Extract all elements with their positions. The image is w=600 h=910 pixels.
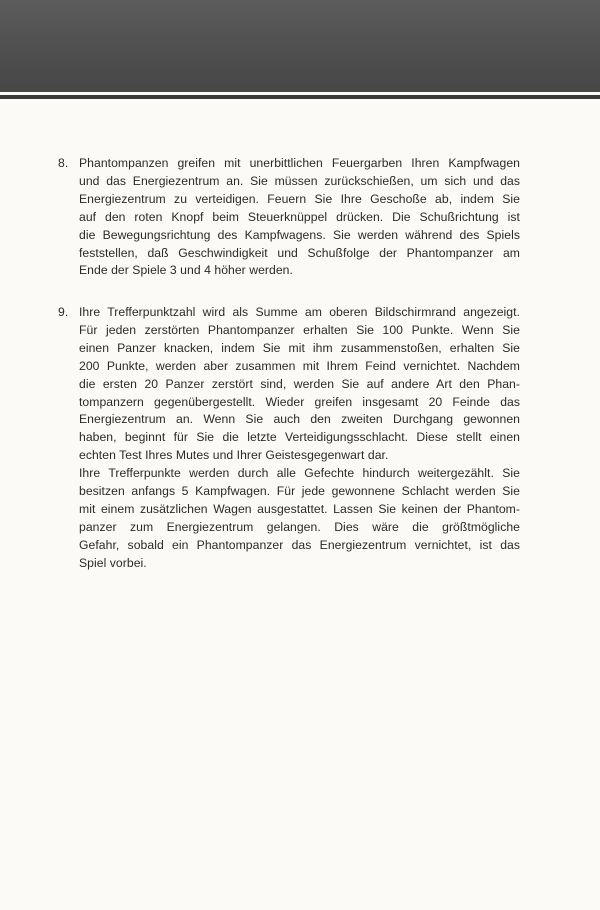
- text-line: einen Panzer knacken, indem Sie mit ihm zusammenstoßen, erhalten Sie: [79, 340, 520, 355]
- text-line: feststellen, daß Geschwindigkeit und Schußfolge der Phantompanzer am: [79, 245, 520, 260]
- text-line: panzer zum Energiezentrum gelangen. Dies wäre die größtmögliche: [79, 519, 520, 534]
- instruction-item-8: [58, 155, 520, 280]
- text-line: Ihre Trefferpunkte werden durch alle Gefechte hindurch weitergezählt. Sie: [79, 466, 520, 481]
- text-line: besitzen anfangs 5 Kampfwagen. Für jede gewonnene Schlacht werden Sie: [79, 484, 520, 499]
- item-number: 8.: [58, 156, 69, 170]
- text-line: auf den roten Knopf beim Steuerknüppel drücken. Die Schußrichtung ist: [79, 209, 520, 224]
- header-band: [0, 0, 600, 92]
- text-line: und das Energiezentrum an. Sie müssen zurückschießen, um sich und das: [79, 173, 520, 188]
- text-line: haben, beginnt für Sie die letzte Verteidigungsschlacht. Diese stellt einen: [79, 430, 520, 445]
- text-line: mit einem zusätzlichen Wagen ausgestattet. Lassen Sie keinen der Phantom-: [79, 501, 520, 516]
- text-line: die Bewegungsrichtung des Kampfwagens. Sie werden während des Spiels: [79, 227, 520, 242]
- text-line: Energiezentrum zu verteidigen. Feuern Sie Ihre Geschoße ab, indem Sie: [79, 191, 520, 206]
- text-line: Phantompanzen greifen mit unerbittlichen Feuergarben Ihren Kampfwagen: [79, 156, 520, 170]
- text-line: echten Test Ihres Mutes und Ihrer Geistesgegenwart dar.: [79, 448, 389, 463]
- header-rule: [0, 95, 600, 99]
- text-line: Für jeden zerstörten Phantompanzer erhalten Sie 100 Punkte. Wenn Sie: [79, 322, 520, 337]
- item-number: 9.: [58, 305, 69, 319]
- item-text: [79, 304, 520, 573]
- text-line: tompanzern gegenübergestellt. Wieder greifen insgesamt 20 Feinde das: [79, 394, 520, 409]
- text-line: Ihre Trefferpunktzahl wird als Summe am oberen Bildschirmrand angezeigt.: [79, 305, 520, 319]
- text-line: Spiel vorbei.: [79, 555, 147, 570]
- instruction-item-9: [58, 304, 520, 573]
- text-line: 200 Punkte, werden aber zusammen mit Ihrem Feind vernichtet. Nachdem: [79, 358, 520, 373]
- text-line: Energiezentrum an. Wenn Sie auch den zweiten Durchgang gewonnen: [79, 412, 520, 427]
- text-line: die ersten 20 Panzer zerstört sind, werden Sie auf andere Art den Phan-: [79, 376, 520, 391]
- text-line: Gefahr, sobald ein Phantompanzer das Energiezentrum vernichtet, ist das: [79, 537, 520, 552]
- text-line: Ende der Spiele 3 und 4 höher werden.: [79, 263, 293, 278]
- item-text: [79, 155, 520, 280]
